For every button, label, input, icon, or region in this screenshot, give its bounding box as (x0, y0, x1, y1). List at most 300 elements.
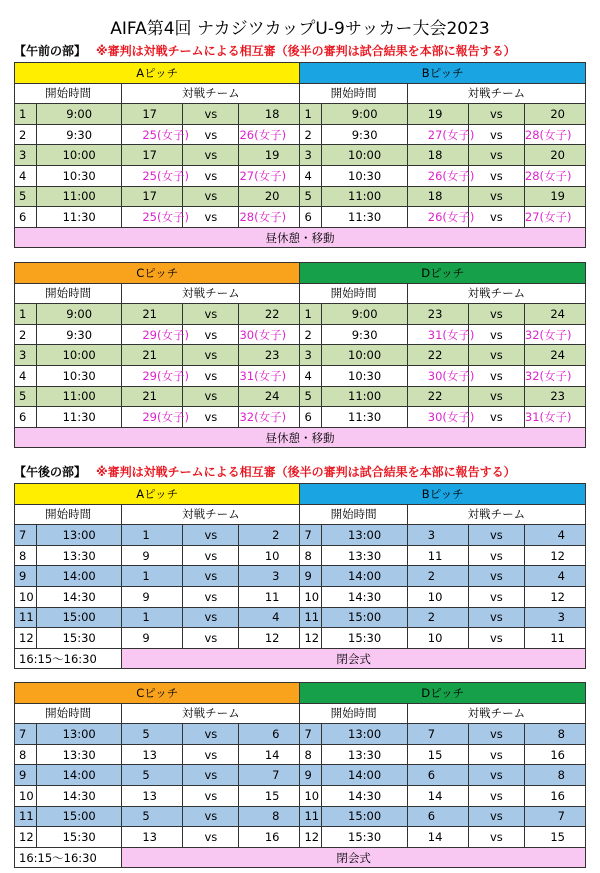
match-number: 3 (300, 345, 322, 366)
vs-label: vs (183, 827, 239, 848)
start-time: 9:00 (322, 304, 407, 325)
match-number: 7 (15, 724, 37, 745)
table-row (15, 628, 586, 649)
match-number: 3 (300, 145, 322, 166)
team-1: 25(女子) (122, 165, 183, 186)
team-1: 1 (122, 607, 183, 628)
start-time: 14:00 (322, 765, 407, 786)
start-time: 13:00 (36, 724, 121, 745)
team-2: 20 (524, 145, 585, 166)
team-1: 13 (122, 827, 183, 848)
start-time: 10:30 (36, 365, 121, 386)
start-time: 13:30 (36, 744, 121, 765)
team-1: 26(女子) (407, 207, 468, 228)
table-row (15, 724, 586, 745)
match-number: 12 (300, 827, 322, 848)
header-start-time: 開始時間 (15, 504, 122, 525)
start-time: 10:00 (322, 345, 407, 366)
team-2: 7 (524, 806, 585, 827)
team-1: 15 (407, 744, 468, 765)
vs-label: vs (468, 827, 524, 848)
team-1: 3 (407, 525, 468, 546)
referee-note: ※審判は対戦チームによる相互審（後半の審判は試合結果を本部に報告する） (96, 44, 516, 58)
team-1: 6 (407, 806, 468, 827)
start-time: 14:30 (322, 785, 407, 806)
table-row (15, 407, 586, 428)
table-row (15, 785, 586, 806)
table-row (15, 586, 586, 607)
vs-label: vs (183, 607, 239, 628)
match-number: 9 (300, 765, 322, 786)
table-row (15, 186, 586, 207)
start-time: 15:00 (36, 806, 121, 827)
team-2: 32(女子) (239, 407, 300, 428)
team-2: 11 (239, 586, 300, 607)
vs-label: vs (183, 104, 239, 125)
team-1: 29(女子) (122, 365, 183, 386)
vs-label: vs (183, 207, 239, 228)
start-time: 9:00 (36, 304, 121, 325)
vs-label: vs (468, 566, 524, 587)
match-number: 7 (300, 724, 322, 745)
section-morning-label: 【午前の部】 (14, 44, 87, 58)
footer-break: 昼休憩・移動 (15, 427, 586, 448)
vs-label: vs (468, 165, 524, 186)
match-number: 8 (15, 744, 37, 765)
start-time: 15:00 (36, 607, 121, 628)
team-1: 6 (407, 765, 468, 786)
match-number: 6 (300, 407, 322, 428)
vs-label: vs (183, 304, 239, 325)
start-time: 11:30 (36, 407, 121, 428)
vs-label: vs (468, 765, 524, 786)
match-number: 10 (300, 586, 322, 607)
match-number: 12 (15, 827, 37, 848)
vs-label: vs (183, 765, 239, 786)
match-number: 2 (15, 124, 37, 145)
start-time: 14:30 (322, 586, 407, 607)
table-row (15, 525, 586, 546)
match-number: 6 (300, 207, 322, 228)
start-time: 14:30 (36, 785, 121, 806)
table-row (15, 304, 586, 325)
team-1: 23 (407, 304, 468, 325)
team-2: 23 (524, 386, 585, 407)
pitch-header: Aピッチ (15, 484, 300, 505)
team-2: 18 (239, 104, 300, 125)
match-number: 5 (15, 186, 37, 207)
team-1: 21 (122, 304, 183, 325)
table-row (15, 124, 586, 145)
team-1: 2 (407, 607, 468, 628)
team-2: 7 (239, 765, 300, 786)
table-row (15, 827, 586, 848)
header-match: 対戦チーム (407, 504, 585, 525)
footer-closing: 閉会式 (122, 648, 586, 669)
start-time: 10:00 (36, 145, 121, 166)
match-number: 2 (300, 324, 322, 345)
table-row (15, 104, 586, 125)
vs-label: vs (183, 186, 239, 207)
start-time: 15:30 (322, 827, 407, 848)
start-time: 15:30 (36, 628, 121, 649)
start-time: 11:30 (322, 207, 407, 228)
start-time: 9:30 (36, 324, 121, 345)
header-start-time: 開始時間 (300, 83, 407, 104)
header-match: 対戦チーム (122, 283, 300, 304)
team-2: 24 (239, 386, 300, 407)
schedule-afternoon-cd (14, 682, 586, 868)
vs-label: vs (468, 724, 524, 745)
pitch-header: Aピッチ (15, 63, 300, 84)
table-row (15, 744, 586, 765)
start-time: 15:30 (36, 827, 121, 848)
pitch-header: Dピッチ (300, 683, 586, 704)
team-1: 9 (122, 586, 183, 607)
team-2: 24 (524, 304, 585, 325)
vs-label: vs (468, 628, 524, 649)
team-1: 10 (407, 628, 468, 649)
match-number: 5 (15, 386, 37, 407)
team-1: 25(女子) (122, 124, 183, 145)
section-afternoon (14, 463, 516, 480)
start-time: 13:30 (322, 545, 407, 566)
schedule-morning-cd (14, 262, 586, 448)
team-1: 5 (122, 806, 183, 827)
team-2: 4 (239, 607, 300, 628)
start-time: 11:30 (36, 207, 121, 228)
team-2: 8 (239, 806, 300, 827)
header-match: 対戦チーム (122, 504, 300, 525)
pitch-header: Bピッチ (300, 63, 586, 84)
team-2: 24 (524, 345, 585, 366)
team-1: 29(女子) (122, 324, 183, 345)
vs-label: vs (183, 628, 239, 649)
team-1: 13 (122, 785, 183, 806)
team-2: 28(女子) (524, 124, 585, 145)
vs-label: vs (468, 386, 524, 407)
start-time: 10:30 (322, 165, 407, 186)
vs-label: vs (183, 124, 239, 145)
match-number: 8 (15, 545, 37, 566)
team-1: 18 (407, 186, 468, 207)
team-2: 28(女子) (239, 207, 300, 228)
start-time: 9:00 (36, 104, 121, 125)
team-2: 8 (524, 724, 585, 745)
vs-label: vs (468, 607, 524, 628)
match-number: 6 (15, 407, 37, 428)
start-time: 10:00 (322, 145, 407, 166)
team-2: 31(女子) (524, 407, 585, 428)
start-time: 13:30 (36, 545, 121, 566)
match-number: 2 (300, 124, 322, 145)
team-2: 4 (524, 566, 585, 587)
section-morning (14, 42, 516, 59)
match-number: 9 (15, 566, 37, 587)
match-number: 11 (15, 806, 37, 827)
match-number: 7 (15, 525, 37, 546)
header-start-time: 開始時間 (15, 703, 122, 724)
pitch-header: Dピッチ (300, 263, 586, 284)
start-time: 11:00 (322, 386, 407, 407)
header-start-time: 開始時間 (300, 703, 407, 724)
team-2: 28(女子) (524, 165, 585, 186)
start-time: 11:30 (322, 407, 407, 428)
team-2: 2 (239, 525, 300, 546)
table-row (15, 806, 586, 827)
team-1: 14 (407, 827, 468, 848)
vs-label: vs (468, 525, 524, 546)
match-number: 12 (15, 628, 37, 649)
match-number: 10 (15, 586, 37, 607)
match-number: 11 (300, 806, 322, 827)
vs-label: vs (468, 324, 524, 345)
match-number: 9 (300, 566, 322, 587)
team-2: 20 (524, 104, 585, 125)
table-row (15, 607, 586, 628)
vs-label: vs (183, 345, 239, 366)
vs-label: vs (468, 124, 524, 145)
table-row (15, 386, 586, 407)
team-1: 9 (122, 545, 183, 566)
vs-label: vs (468, 345, 524, 366)
vs-label: vs (468, 186, 524, 207)
team-2: 22 (239, 304, 300, 325)
vs-label: vs (183, 165, 239, 186)
team-2: 23 (239, 345, 300, 366)
team-2: 12 (239, 628, 300, 649)
team-2: 16 (239, 827, 300, 848)
team-2: 31(女子) (239, 365, 300, 386)
team-1: 13 (122, 744, 183, 765)
vs-label: vs (468, 145, 524, 166)
team-2: 15 (524, 827, 585, 848)
start-time: 14:00 (36, 566, 121, 587)
match-number: 4 (15, 365, 37, 386)
match-number: 1 (15, 104, 37, 125)
team-1: 1 (122, 566, 183, 587)
match-number: 1 (300, 104, 322, 125)
team-2: 32(女子) (524, 365, 585, 386)
table-row (15, 165, 586, 186)
team-2: 16 (524, 785, 585, 806)
match-number: 11 (15, 607, 37, 628)
team-2: 8 (524, 765, 585, 786)
vs-label: vs (468, 407, 524, 428)
team-2: 3 (524, 607, 585, 628)
vs-label: vs (183, 407, 239, 428)
header-match: 対戦チーム (407, 83, 585, 104)
vs-label: vs (183, 586, 239, 607)
team-1: 26(女子) (407, 165, 468, 186)
match-number: 12 (300, 628, 322, 649)
team-1: 2 (407, 566, 468, 587)
team-1: 9 (122, 628, 183, 649)
team-1: 29(女子) (122, 407, 183, 428)
table-row (15, 145, 586, 166)
start-time: 9:30 (36, 124, 121, 145)
team-1: 19 (407, 104, 468, 125)
section-afternoon-label: 【午後の部】 (14, 465, 87, 479)
team-1: 5 (122, 765, 183, 786)
page-title: AIFA第4回 ナカジツカップU-9サッカー大会2023 (110, 19, 490, 39)
team-2: 15 (239, 785, 300, 806)
header-start-time: 開始時間 (300, 283, 407, 304)
start-time: 9:00 (322, 104, 407, 125)
table-row (15, 566, 586, 587)
match-number: 8 (300, 545, 322, 566)
match-number: 4 (300, 165, 322, 186)
start-time: 10:00 (36, 345, 121, 366)
team-1: 10 (407, 586, 468, 607)
start-time: 10:30 (36, 165, 121, 186)
team-1: 21 (122, 386, 183, 407)
team-1: 31(女子) (407, 324, 468, 345)
team-2: 16 (524, 744, 585, 765)
table-row (15, 365, 586, 386)
vs-label: vs (183, 545, 239, 566)
team-2: 30(女子) (239, 324, 300, 345)
vs-label: vs (183, 324, 239, 345)
team-1: 21 (122, 345, 183, 366)
team-2: 12 (524, 545, 585, 566)
vs-label: vs (183, 785, 239, 806)
start-time: 13:00 (322, 724, 407, 745)
team-2: 14 (239, 744, 300, 765)
team-2: 6 (239, 724, 300, 745)
pitch-header: Cピッチ (15, 263, 300, 284)
team-1: 17 (122, 186, 183, 207)
team-1: 18 (407, 145, 468, 166)
team-1: 27(女子) (407, 124, 468, 145)
match-number: 4 (15, 165, 37, 186)
match-number: 5 (300, 186, 322, 207)
match-number: 11 (300, 607, 322, 628)
start-time: 15:30 (322, 628, 407, 649)
team-2: 3 (239, 566, 300, 587)
team-2: 27(女子) (239, 165, 300, 186)
vs-label: vs (183, 386, 239, 407)
vs-label: vs (468, 365, 524, 386)
schedule-morning-ab (14, 62, 586, 248)
table-row (15, 207, 586, 228)
match-number: 2 (15, 324, 37, 345)
match-number: 4 (300, 365, 322, 386)
referee-note: ※審判は対戦チームによる相互審（後半の審判は試合結果を本部に報告する） (96, 465, 516, 479)
team-2: 10 (239, 545, 300, 566)
team-1: 11 (407, 545, 468, 566)
team-1: 14 (407, 785, 468, 806)
header-match: 対戦チーム (122, 83, 300, 104)
match-number: 10 (15, 785, 37, 806)
vs-label: vs (183, 744, 239, 765)
vs-label: vs (468, 806, 524, 827)
team-1: 1 (122, 525, 183, 546)
start-time: 11:00 (322, 186, 407, 207)
team-1: 5 (122, 724, 183, 745)
match-number: 9 (15, 765, 37, 786)
footer-break: 昼休憩・移動 (15, 227, 586, 248)
header-match: 対戦チーム (122, 703, 300, 724)
match-number: 10 (300, 785, 322, 806)
match-number: 6 (15, 207, 37, 228)
vs-label: vs (183, 365, 239, 386)
match-number: 1 (15, 304, 37, 325)
team-2: 32(女子) (524, 324, 585, 345)
header-match: 対戦チーム (407, 703, 585, 724)
start-time: 11:00 (36, 186, 121, 207)
table-row (15, 345, 586, 366)
start-time: 13:00 (36, 525, 121, 546)
team-2: 19 (239, 145, 300, 166)
pitch-header: Cピッチ (15, 683, 300, 704)
team-1: 17 (122, 145, 183, 166)
header-match: 対戦チーム (407, 283, 585, 304)
team-1: 22 (407, 386, 468, 407)
start-time: 13:00 (322, 525, 407, 546)
vs-label: vs (183, 525, 239, 546)
team-1: 30(女子) (407, 365, 468, 386)
header-start-time: 開始時間 (15, 283, 122, 304)
team-2: 20 (239, 186, 300, 207)
vs-label: vs (183, 566, 239, 587)
team-1: 25(女子) (122, 207, 183, 228)
footer-time: 16:15～16:30 (15, 847, 122, 868)
header-start-time: 開始時間 (300, 504, 407, 525)
start-time: 13:30 (322, 744, 407, 765)
match-number: 5 (300, 386, 322, 407)
vs-label: vs (183, 806, 239, 827)
header-start-time: 開始時間 (15, 83, 122, 104)
match-number: 8 (300, 744, 322, 765)
match-number: 7 (300, 525, 322, 546)
vs-label: vs (468, 785, 524, 806)
team-2: 11 (524, 628, 585, 649)
table-row (15, 545, 586, 566)
vs-label: vs (183, 724, 239, 745)
vs-label: vs (468, 304, 524, 325)
team-2: 12 (524, 586, 585, 607)
table-row (15, 324, 586, 345)
team-1: 7 (407, 724, 468, 745)
start-time: 9:30 (322, 124, 407, 145)
match-number: 3 (15, 145, 37, 166)
match-number: 3 (15, 345, 37, 366)
start-time: 10:30 (322, 365, 407, 386)
schedule-afternoon-ab (14, 483, 586, 669)
match-number: 1 (300, 304, 322, 325)
vs-label: vs (468, 545, 524, 566)
vs-label: vs (468, 104, 524, 125)
table-row (15, 765, 586, 786)
team-1: 30(女子) (407, 407, 468, 428)
start-time: 14:00 (322, 566, 407, 587)
footer-time: 16:15～16:30 (15, 648, 122, 669)
vs-label: vs (468, 744, 524, 765)
vs-label: vs (468, 207, 524, 228)
start-time: 9:30 (322, 324, 407, 345)
pitch-header: Bピッチ (300, 484, 586, 505)
team-2: 26(女子) (239, 124, 300, 145)
start-time: 15:00 (322, 607, 407, 628)
team-1: 22 (407, 345, 468, 366)
start-time: 14:30 (36, 586, 121, 607)
vs-label: vs (468, 586, 524, 607)
vs-label: vs (183, 145, 239, 166)
team-2: 27(女子) (524, 207, 585, 228)
team-1: 17 (122, 104, 183, 125)
team-2: 19 (524, 186, 585, 207)
